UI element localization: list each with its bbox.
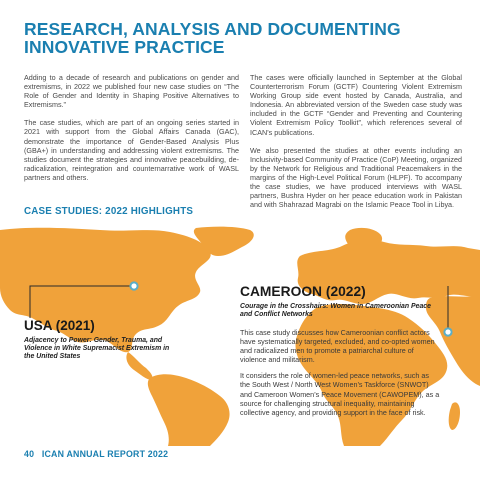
usa-case-title: USA (2021) [24, 318, 95, 333]
left-column [24, 73, 239, 191]
case-studies-heading: CASE STUDIES: 2022 HIGHLIGHTS [24, 206, 194, 217]
cameroon-marker[interactable] [444, 328, 451, 335]
usa-marker[interactable] [130, 282, 137, 289]
cameroon-paragraph-1: This case study discusses how Cameroonian conflict actors have systematically targeted, excluded, and co-opted women and radicalized men to promote a patriarchal culture of violence and militarism. [240, 328, 435, 365]
cameroon-case-title: CAMEROON (2022) [240, 284, 366, 299]
page-title-line-1: RESEARCH, ANALYSIS AND DOCUMENTING [24, 19, 401, 39]
right-paragraph-2: We also presented the studies at other events including an Inclusivity-based Community of Practice (CoP) Meeting, organized by the Network for Religious and Traditional Peacemakers in the margins of the High-Level Political Forum (HLPF). To accompany the case studies, we have produced interviews with WASL partners, Bushra Hyder on her peace education work in Pakistan and with Shahrazad Magrabi on the Islamic Peace Tool in Libya. [250, 145, 462, 210]
usa-case-study [24, 318, 174, 361]
cameroon-paragraph-2: It considers the role of women-led peace networks, such as the South West / North West Women’s Taskforce (SNWOT) and Cameroon Women’s Peace Movement (CAWOPEM), as a source for challenging structural inequality, maintaining collective agency, and providing support in the face of risk. [240, 371, 440, 417]
right-column [250, 73, 462, 218]
page-number: 40 [24, 449, 35, 459]
south-america-shape [148, 374, 230, 446]
page-title [24, 20, 464, 56]
cameroon-case-study [240, 283, 440, 424]
cameroon-case-body [240, 328, 440, 417]
madagascar-shape [449, 402, 460, 430]
left-paragraph-2: The case studies, which are part of an ongoing series started in 2021 with support from the Global Affairs Canada (GAC), demonstrate the importance of Gender-Based Analysis Plus (GBA+) in understanding and addressing violent extremisms. The studies document the strategies and innovative peacebuilding, de-radicalization, reintegration and counternarrative work of WASL partners and others. [24, 118, 239, 182]
cameroon-case-subtitle: Courage in the Crosshairs: Women in Cameroonian Peace and Conflict Networks [240, 303, 431, 318]
usa-case-subtitle: Adjacency to Power: Gender, Trauma, and Violence in White Supremacist Extremism in the United States [24, 337, 170, 360]
page-title-line-2: INNOVATIVE PRACTICE [24, 37, 225, 57]
right-paragraph-1: The cases were officially launched in September at the Global Counterterrorism Forum (GCTF) Countering Violent Extremism Working Group side event hosted by Canada, Australia, and Indonesia. An abbreviated version of the Sweden case study was included in the GCTF “Gender and Preventing and Countering Violent Extremism Policy Toolkit”, which references several of ICAN’s publications. [250, 73, 462, 137]
report-title: ICAN ANNUAL REPORT 2022 [41, 449, 169, 459]
page-footer [24, 449, 168, 459]
left-paragraph-1: Adding to a decade of research and publications on gender and extremisms, in 2022 we published four new case studies on “The Role of Gender and Identity in Shaping Positive Alternatives to Extremisms.” [24, 73, 239, 110]
